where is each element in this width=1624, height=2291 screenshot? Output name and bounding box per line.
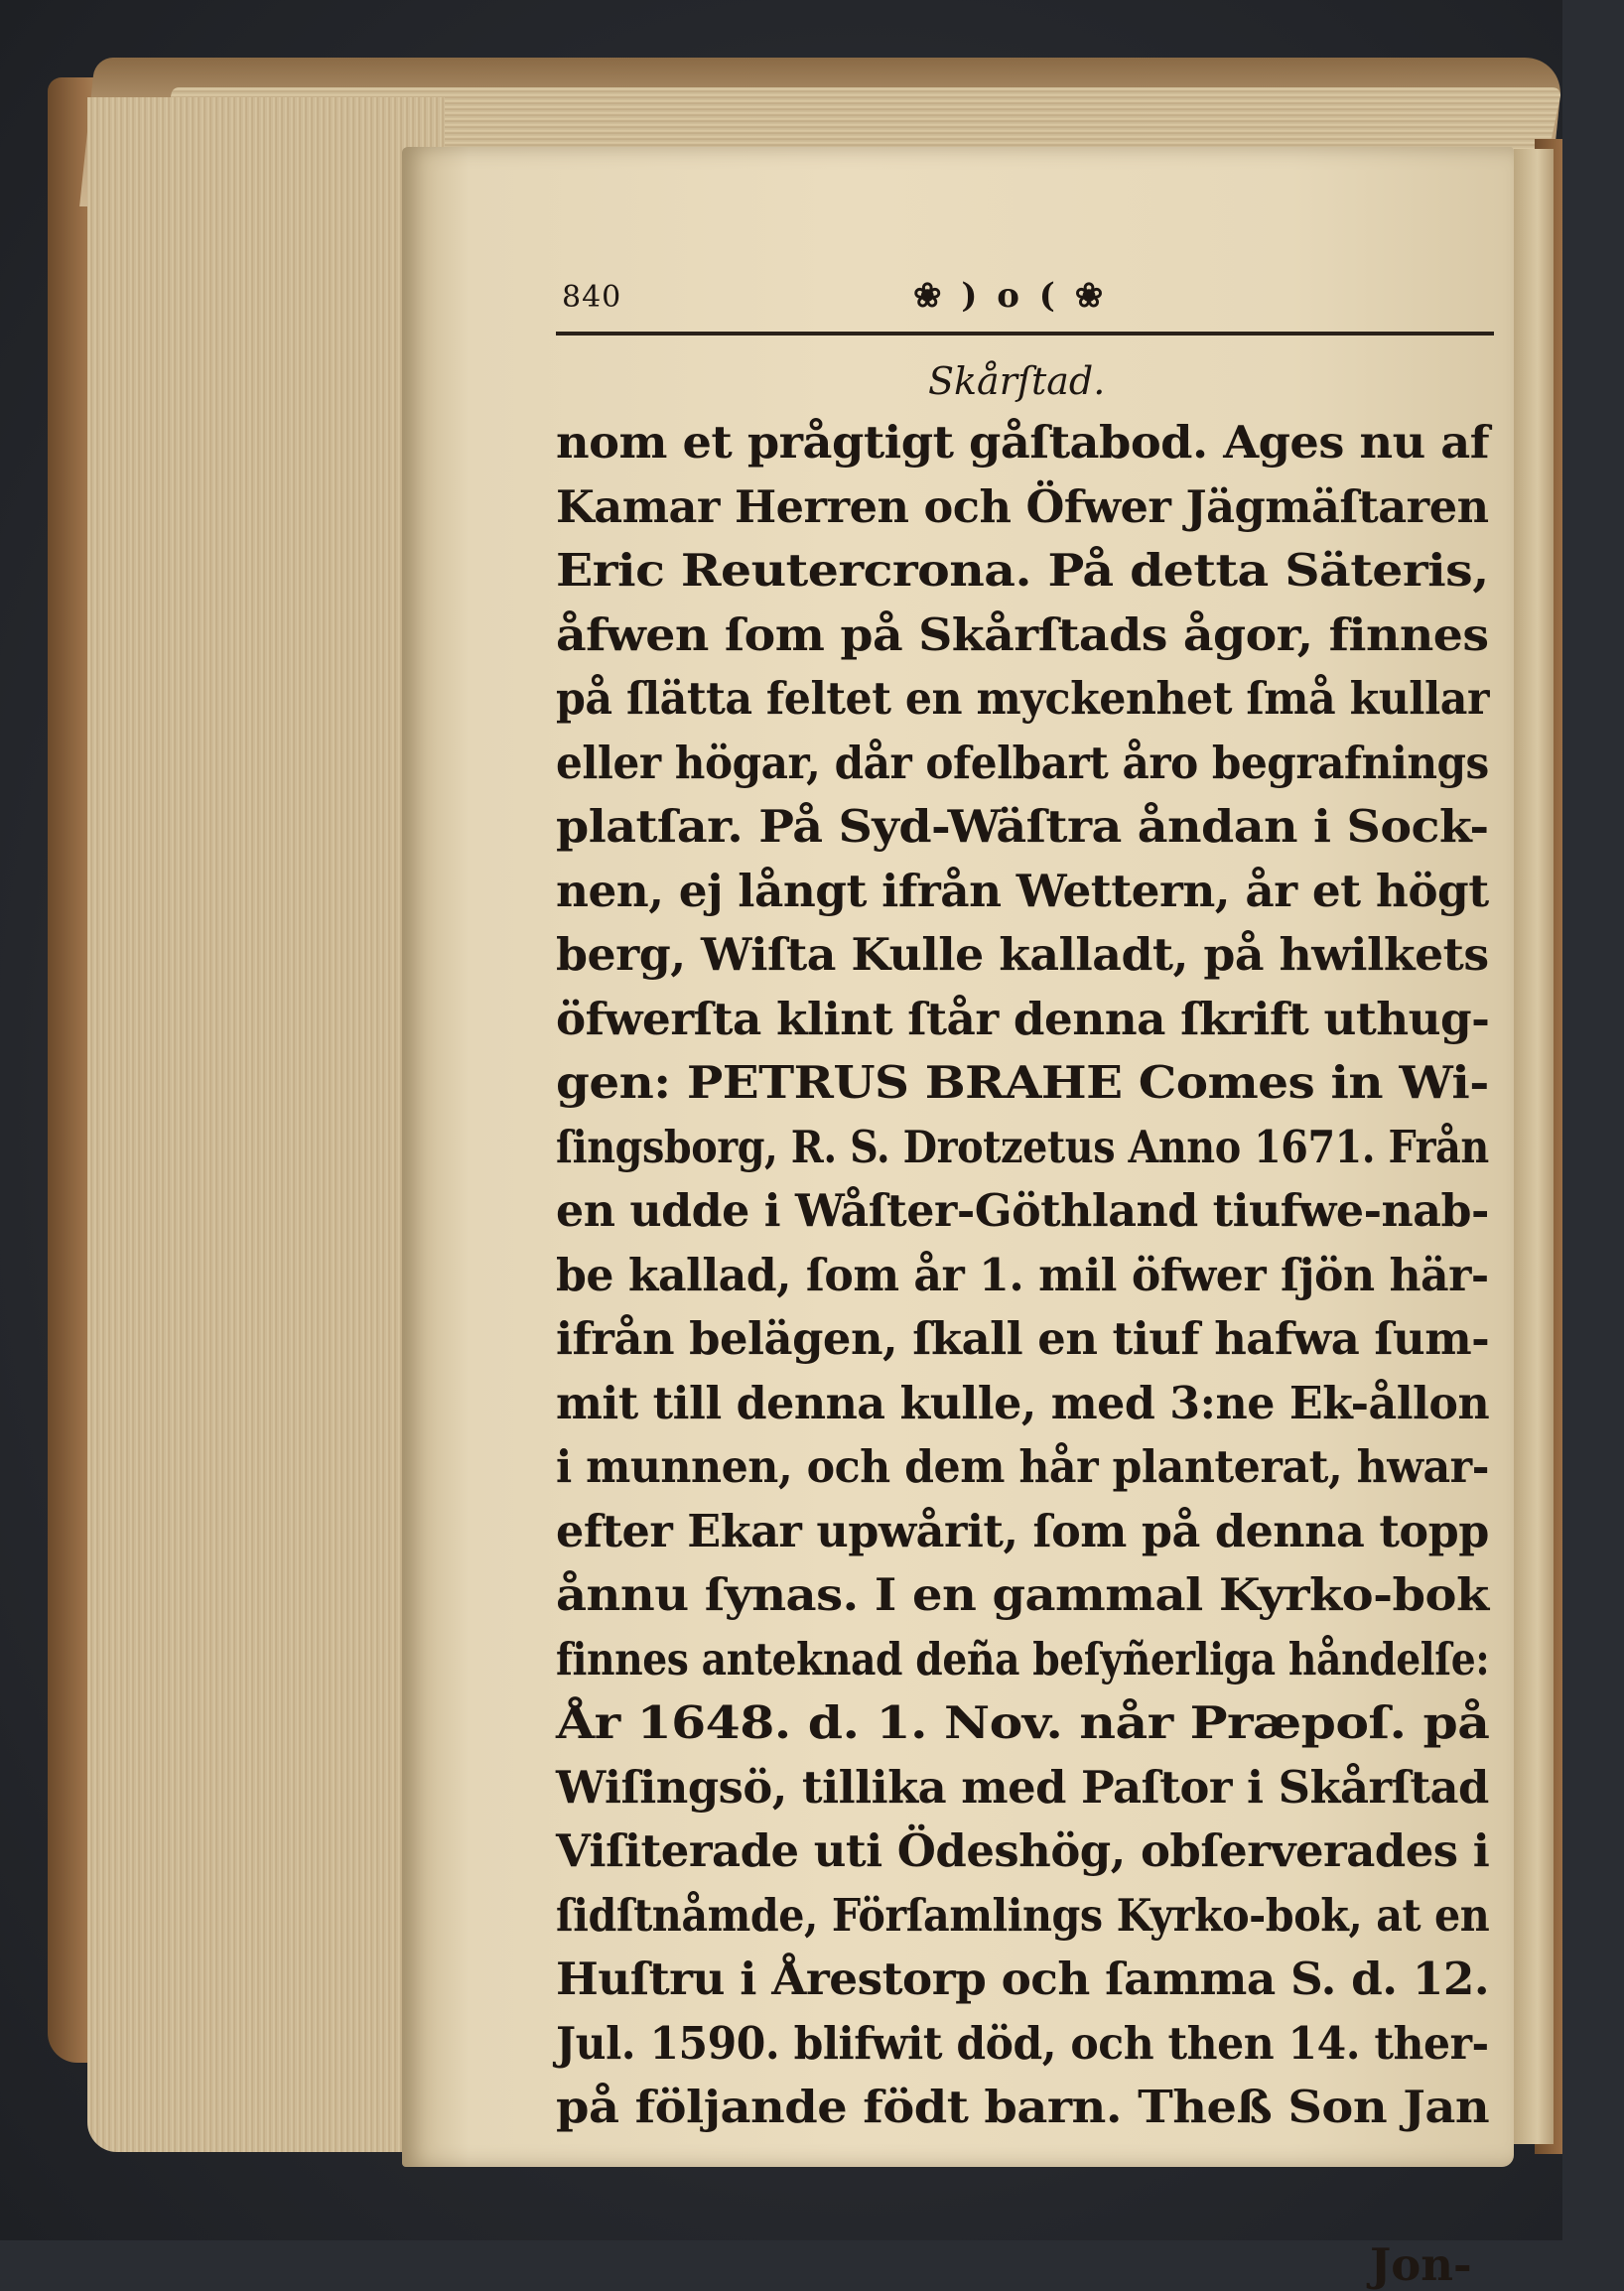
text-line: ånnu ſynas. I en gammal Kyrko-bok	[556, 1568, 1489, 1621]
body-text	[556, 411, 1509, 2140]
running-title: Skårſtad.	[928, 359, 1106, 403]
header-rule	[556, 332, 1494, 336]
text-line: på ſlätta feltet en myckenhet ſmå kullar	[556, 672, 1489, 725]
text-line: nom et prågtigt gåſtabod. Ages nu af	[556, 416, 1490, 469]
text-line: ſidſtnåmde, Förſamlings Kyrko-bok, at en	[556, 1888, 1490, 1942]
text-line: på följande födt barn. Theß Son Jan	[556, 2081, 1490, 2133]
catchword: Jon-	[1370, 2238, 1472, 2291]
text-line: Wiſingsö, tillika med Paſtor i Skårſtad	[556, 1760, 1489, 1814]
text-line: Viſiterade uti Ödeshög, obſerverades i	[556, 1824, 1490, 1877]
text-line: eller högar, dår ofelbart åro begrafnings	[556, 736, 1489, 789]
text-line: åfwen ſom på Skårſtads ågor, finnes	[556, 607, 1489, 661]
text-line: finnes anteknad deña beſyñerliga håndelſe:	[556, 1632, 1490, 1685]
text-line: nen, ej långt ifrån Wettern, år et högt	[556, 864, 1489, 917]
header-ornament: ❀ ) o ( ❀	[913, 276, 1108, 316]
page-stack-side	[87, 97, 445, 2152]
text-line: ſingsborg, R. S. Drotzetus Anno 1671. Från	[556, 1120, 1489, 1173]
text-line: Jul. 1590. blifwit död, och then 14. ther-	[556, 2016, 1489, 2070]
text-line: en udde i Wåſter-Göthland tiufwe-nab-	[556, 1184, 1489, 1237]
text-line: gen: PETRUS BRAHE Comes in Wi-	[556, 1056, 1489, 1109]
text-line: Kamar Herren och Öfwer Jägmäſtaren	[556, 479, 1489, 533]
page-header	[556, 270, 1509, 320]
text-line: berg, Wiſta Kulle kalladt, på hwilkets	[556, 928, 1489, 981]
page-number: 840	[562, 280, 622, 315]
text-block	[556, 270, 1509, 2291]
text-line: be kallad, ſom år 1. mil öfwer ſjön här-	[556, 1248, 1489, 1301]
text-line: Eric Reutercrona. På detta Säteris,	[556, 544, 1489, 597]
text-line: År 1648. d. 1. Nov. når Præpoſ. på	[556, 1696, 1490, 1749]
text-line: ifrån belägen, ſkall en tiuf hafwa ſum-	[556, 1312, 1490, 1365]
text-line: platſar. På Syd-Wäſtra åndan i Sock-	[556, 800, 1489, 853]
text-line: efter Ekar upwårit, ſom på denna topp	[556, 1504, 1489, 1557]
text-line: öfwerſta klint ſtår denna ſkrift uthug-	[556, 992, 1490, 1045]
text-line: Huſtru i Årestorp och ſamma S. d. 12.	[556, 1953, 1490, 2005]
text-line: mit till denna kulle, med 3:ne Ek-ållon	[556, 1376, 1490, 1429]
text-line: i munnen, och dem hår planterat, hwar-	[556, 1440, 1489, 1493]
